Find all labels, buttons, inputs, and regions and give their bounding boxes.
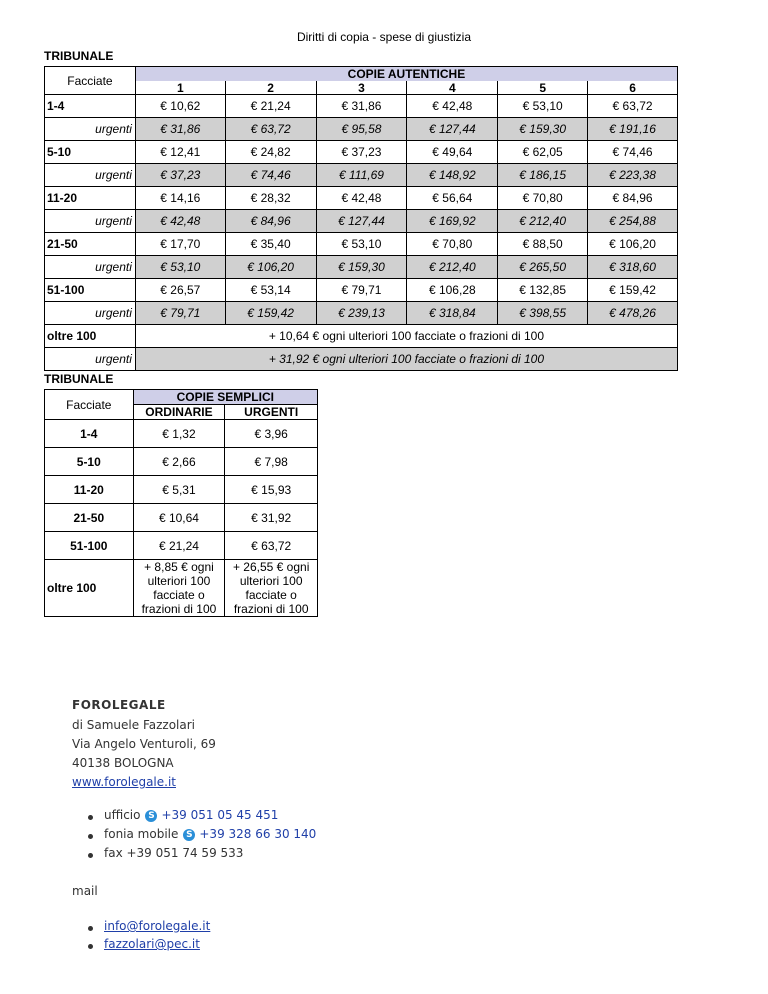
- table-row-urgent: [45, 256, 678, 279]
- urgent-price-cell: € 254,88: [588, 210, 678, 233]
- urgent-label: urgenti: [45, 210, 136, 233]
- urgent-price-cell: € 111,69: [316, 164, 407, 187]
- urgent-price-cell: € 95,58: [316, 118, 407, 141]
- urgent-price-cell: € 79,71: [135, 302, 225, 325]
- price-cell: € 63,72: [588, 95, 678, 118]
- copie-autentiche-header: COPIE AUTENTICHE: [135, 67, 677, 82]
- facciate-range-label: 11-20: [45, 187, 136, 210]
- table-row-urgent: [45, 348, 678, 371]
- page-title: Diritti di copia - spese di giustizia: [296, 30, 472, 44]
- note-line: + 26,55 € ogni: [232, 560, 310, 574]
- column-header: 4: [407, 81, 498, 95]
- urgent-price-cell: € 159,42: [225, 302, 316, 325]
- urgent-price-cell: € 212,40: [407, 256, 498, 279]
- table-row: [45, 532, 318, 560]
- price-cell: € 42,48: [316, 187, 407, 210]
- urgent-label: urgenti: [45, 164, 136, 187]
- urgenti-price-cell: € 15,93: [225, 476, 318, 504]
- urgent-price-cell: € 239,13: [316, 302, 407, 325]
- oltre-note: + 10,64 € ogni ulteriori 100 facciate o frazioni di 100: [135, 325, 677, 348]
- email-pec-link[interactable]: fazzolari@pec.it: [104, 937, 200, 951]
- table-row: [45, 476, 318, 504]
- ordinarie-price-cell: € 2,66: [133, 448, 225, 476]
- urgent-price-cell: € 223,38: [588, 164, 678, 187]
- price-cell: € 24,82: [225, 141, 316, 164]
- bullet-icon: [88, 815, 93, 820]
- oltre-ordinarie-cell: [133, 560, 225, 617]
- table-row: [45, 141, 678, 164]
- price-cell: € 21,24: [225, 95, 316, 118]
- price-cell: € 17,70: [135, 233, 225, 256]
- price-cell: € 53,14: [225, 279, 316, 302]
- table-row-urgent: [45, 118, 678, 141]
- urgent-price-cell: € 84,96: [225, 210, 316, 233]
- urgent-price-cell: € 63,72: [225, 118, 316, 141]
- urgent-price-cell: € 265,50: [498, 256, 588, 279]
- price-cell: € 70,80: [498, 187, 588, 210]
- facciate-range-label: oltre 100: [45, 325, 136, 348]
- urgenti-price-cell: € 63,72: [225, 532, 318, 560]
- price-cell: € 14,16: [135, 187, 225, 210]
- urgent-price-cell: € 398,55: [498, 302, 588, 325]
- facciate-header: Facciate: [45, 390, 134, 420]
- urgent-label: urgenti: [45, 302, 136, 325]
- bullet-icon: [88, 944, 93, 949]
- facciate-range-label: 1-4: [45, 420, 134, 448]
- bullet-icon: [88, 834, 93, 839]
- urgent-price-cell: € 212,40: [498, 210, 588, 233]
- urgent-label: urgenti: [45, 256, 136, 279]
- urgent-price-cell: € 159,30: [498, 118, 588, 141]
- copie-autentiche-table: [44, 66, 678, 371]
- urgent-price-cell: € 42,48: [135, 210, 225, 233]
- table-row: [45, 279, 678, 302]
- price-cell: € 70,80: [407, 233, 498, 256]
- price-cell: € 159,42: [588, 279, 678, 302]
- table-row: [45, 504, 318, 532]
- note-line: frazioni di 100: [141, 602, 217, 616]
- table-row: [45, 420, 318, 448]
- mail-label: mail: [72, 884, 98, 898]
- facciate-range-label: oltre 100: [45, 560, 134, 617]
- urgent-price-cell: € 191,16: [588, 118, 678, 141]
- city: 40138 BOLOGNA: [72, 756, 174, 770]
- facciate-range-label: 1-4: [45, 95, 136, 118]
- price-cell: € 53,10: [316, 233, 407, 256]
- urgent-price-cell: € 127,44: [316, 210, 407, 233]
- urgent-price-cell: € 148,92: [407, 164, 498, 187]
- urgenti-header: URGENTI: [225, 405, 318, 420]
- urgent-price-cell: € 106,20: [225, 256, 316, 279]
- oltre-urgenti-cell: [225, 560, 318, 617]
- urgenti-price-cell: € 3,96: [225, 420, 318, 448]
- price-cell: € 106,20: [588, 233, 678, 256]
- urgent-price-cell: € 53,10: [135, 256, 225, 279]
- urgent-price-cell: € 74,46: [225, 164, 316, 187]
- price-cell: € 62,05: [498, 141, 588, 164]
- price-cell: € 74,46: [588, 141, 678, 164]
- table-row: [45, 233, 678, 256]
- table-row: [45, 187, 678, 210]
- urgent-price-cell: € 169,92: [407, 210, 498, 233]
- note-line: ulteriori 100: [239, 574, 303, 588]
- table-row: [45, 325, 678, 348]
- skype-icon: S: [183, 829, 195, 841]
- ordinarie-price-cell: € 5,31: [133, 476, 225, 504]
- note-line: facciate o: [153, 588, 205, 602]
- price-cell: € 79,71: [316, 279, 407, 302]
- urgent-label: urgenti: [45, 118, 136, 141]
- facciate-range-label: 21-50: [45, 504, 134, 532]
- price-cell: € 88,50: [498, 233, 588, 256]
- copie-semplici-table: [44, 389, 318, 617]
- note-line: ulteriori 100: [147, 574, 211, 588]
- urgent-price-cell: € 318,60: [588, 256, 678, 279]
- column-header: 2: [225, 81, 316, 95]
- table-row: [45, 95, 678, 118]
- urgenti-price-cell: € 31,92: [225, 504, 318, 532]
- table-row-urgent: [45, 164, 678, 187]
- price-cell: € 37,23: [316, 141, 407, 164]
- section-title-autentiche: TRIBUNALE: [44, 49, 114, 63]
- column-header: 1: [135, 81, 225, 95]
- mobile-phone-link[interactable]: +39 328 66 30 140: [199, 827, 317, 841]
- skype-icon: S: [145, 810, 157, 822]
- price-cell: € 35,40: [225, 233, 316, 256]
- column-header: 5: [498, 81, 588, 95]
- price-cell: € 42,48: [407, 95, 498, 118]
- note-line: + 8,85 € ogni: [144, 560, 214, 574]
- owner-name: di Samuele Fazzolari: [72, 718, 195, 732]
- price-cell: € 132,85: [498, 279, 588, 302]
- price-cell: € 12,41: [135, 141, 225, 164]
- fax-line: fax +39 051 74 59 533: [104, 846, 244, 860]
- facciate-range-label: 11-20: [45, 476, 134, 504]
- mobile-label: fonia mobile: [104, 827, 179, 841]
- price-cell: € 10,62: [135, 95, 225, 118]
- facciate-range-label: 51-100: [45, 532, 134, 560]
- bullet-icon: [88, 853, 93, 858]
- ufficio-label: ufficio: [104, 808, 141, 822]
- urgent-label: urgenti: [45, 348, 136, 371]
- price-cell: € 31,86: [316, 95, 407, 118]
- price-cell: € 26,57: [135, 279, 225, 302]
- urgent-price-cell: € 478,26: [588, 302, 678, 325]
- price-cell: € 106,28: [407, 279, 498, 302]
- urgent-price-cell: € 318,84: [407, 302, 498, 325]
- ordinarie-price-cell: € 10,64: [133, 504, 225, 532]
- ufficio-line: [104, 808, 278, 822]
- ufficio-phone-link[interactable]: +39 051 05 45 451: [161, 808, 279, 822]
- address: Via Angelo Venturoli, 69: [72, 737, 216, 751]
- table-row: [45, 560, 318, 617]
- note-line: facciate o: [245, 588, 297, 602]
- facciate-header: Facciate: [45, 67, 136, 95]
- website-link[interactable]: www.forolegale.it: [72, 775, 176, 789]
- table-row-urgent: [45, 302, 678, 325]
- urgent-price-cell: € 127,44: [407, 118, 498, 141]
- ordinarie-price-cell: € 21,24: [133, 532, 225, 560]
- note-line: frazioni di 100: [233, 602, 309, 616]
- facciate-range-label: 5-10: [45, 448, 134, 476]
- price-cell: € 49,64: [407, 141, 498, 164]
- column-header: 6: [588, 81, 678, 95]
- facciate-range-label: 51-100: [45, 279, 136, 302]
- urgenti-price-cell: € 7,98: [225, 448, 318, 476]
- copie-semplici-header: COPIE SEMPLICI: [133, 390, 317, 405]
- table-row: [45, 448, 318, 476]
- email-info-link[interactable]: info@forolegale.it: [104, 919, 211, 933]
- urgent-price-cell: € 37,23: [135, 164, 225, 187]
- bullet-icon: [88, 926, 93, 931]
- ordinarie-header: ORDINARIE: [133, 405, 225, 420]
- table-row-urgent: [45, 210, 678, 233]
- ordinarie-price-cell: € 1,32: [133, 420, 225, 448]
- mobile-line: [104, 827, 316, 841]
- price-cell: € 28,32: [225, 187, 316, 210]
- urgent-price-cell: € 159,30: [316, 256, 407, 279]
- facciate-range-label: 21-50: [45, 233, 136, 256]
- price-cell: € 56,64: [407, 187, 498, 210]
- column-header: 3: [316, 81, 407, 95]
- facciate-range-label: 5-10: [45, 141, 136, 164]
- oltre-urgent-note: + 31,92 € ogni ulteriori 100 facciate o frazioni di 100: [135, 348, 677, 371]
- price-cell: € 84,96: [588, 187, 678, 210]
- company-name: FOROLEGALE: [72, 698, 166, 712]
- urgent-price-cell: € 186,15: [498, 164, 588, 187]
- section-title-semplici: TRIBUNALE: [44, 372, 114, 386]
- urgent-price-cell: € 31,86: [135, 118, 225, 141]
- price-cell: € 53,10: [498, 95, 588, 118]
